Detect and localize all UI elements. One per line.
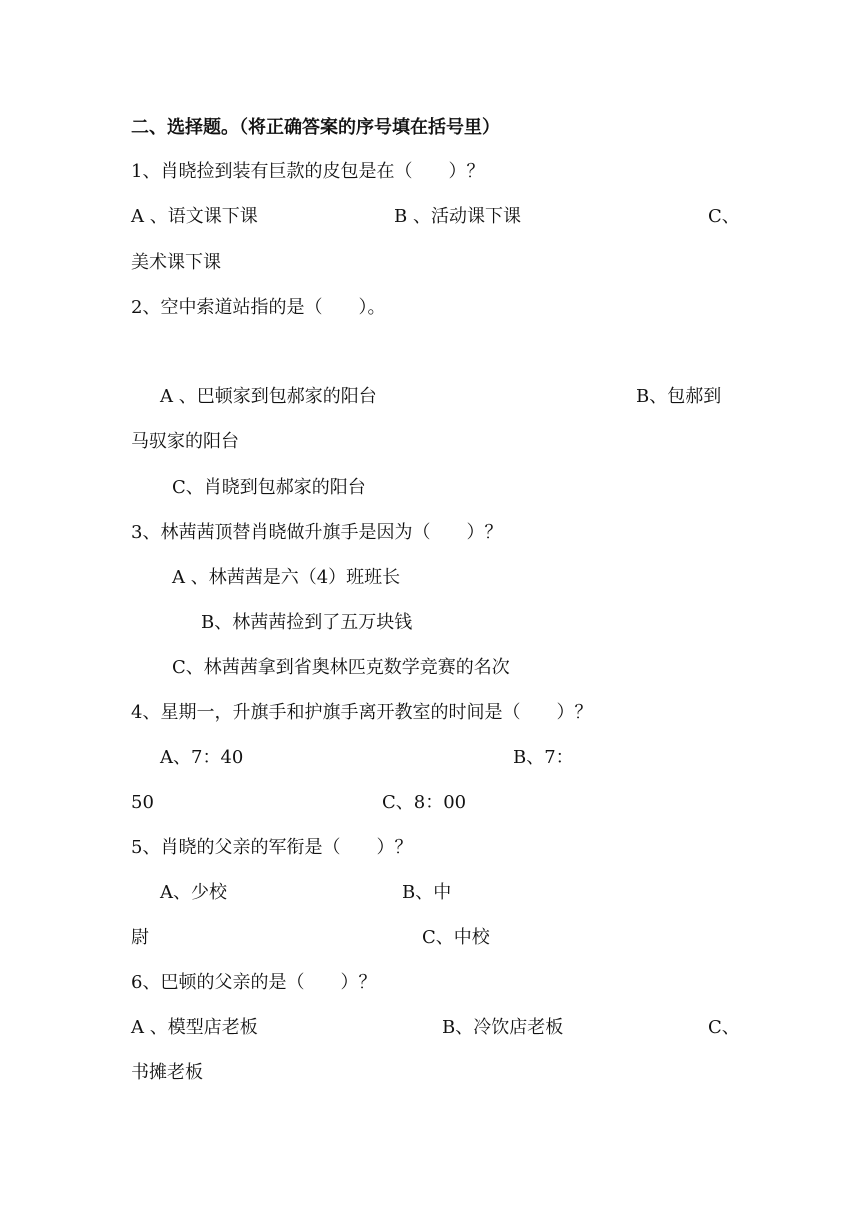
section-title: 二、选择题。（将正确答案的序号填在括号里） (131, 117, 500, 138)
question-6-option-a: A 、模型店老板 (131, 1017, 258, 1038)
question-6-stem: 6、巴顿的父亲的是（ ）？ (131, 972, 377, 993)
question-2-stem: 2、空中索道站指的是（ ）。 (131, 297, 386, 318)
question-3-option-c: C、林茜茜拿到省奥林匹克数学竞赛的名次 (172, 657, 510, 678)
question-1-option-a: A 、语文课下课 (131, 206, 258, 227)
question-6-option-c-cont: 书摊老板 (131, 1062, 203, 1083)
question-2-option-a: A 、巴顿家到包郝家的阳台 (160, 386, 377, 407)
question-5-option-b: B、中 (402, 882, 452, 903)
question-4-option-b: B、7： (513, 747, 574, 768)
question-6-option-b: B、冷饮店老板 (442, 1017, 564, 1038)
question-1-option-c: C、 (708, 206, 740, 227)
question-2-option-b: B、包郝到 (636, 386, 722, 407)
question-5-stem: 5、肖晓的父亲的军衔是（ ）？ (131, 837, 413, 858)
question-4-option-b-cont: 50 (131, 792, 154, 813)
question-5-option-b-cont: 尉 (131, 927, 149, 948)
question-5-option-c: C、中校 (422, 927, 490, 948)
question-4-option-c: C、8：00 (382, 792, 467, 813)
question-3-stem: 3、林茜茜顶替肖晓做升旗手是因为（ ）？ (131, 522, 503, 543)
question-1-option-b: B 、活动课下课 (394, 206, 521, 227)
question-4-option-a: A、7：40 (160, 747, 244, 768)
question-2-option-c: C、肖晓到包郝家的阳台 (172, 477, 366, 498)
question-2-option-b-cont: 马驭家的阳台 (131, 431, 239, 452)
question-3-option-a: A 、林茜茜是六（4）班班长 (172, 567, 401, 588)
question-4-stem: 4、星期一，升旗手和护旗手离开教室的时间是（ ）？ (131, 702, 593, 723)
question-3-option-b: B、林茜茜捡到了五万块钱 (201, 612, 413, 633)
question-6-option-c: C、 (708, 1017, 740, 1038)
question-1-stem: 1、肖晓捡到装有巨款的皮包是在（ ）？ (131, 161, 485, 182)
question-5-option-a: A、少校 (160, 882, 227, 903)
question-1-option-c-cont: 美术课下课 (131, 252, 221, 273)
